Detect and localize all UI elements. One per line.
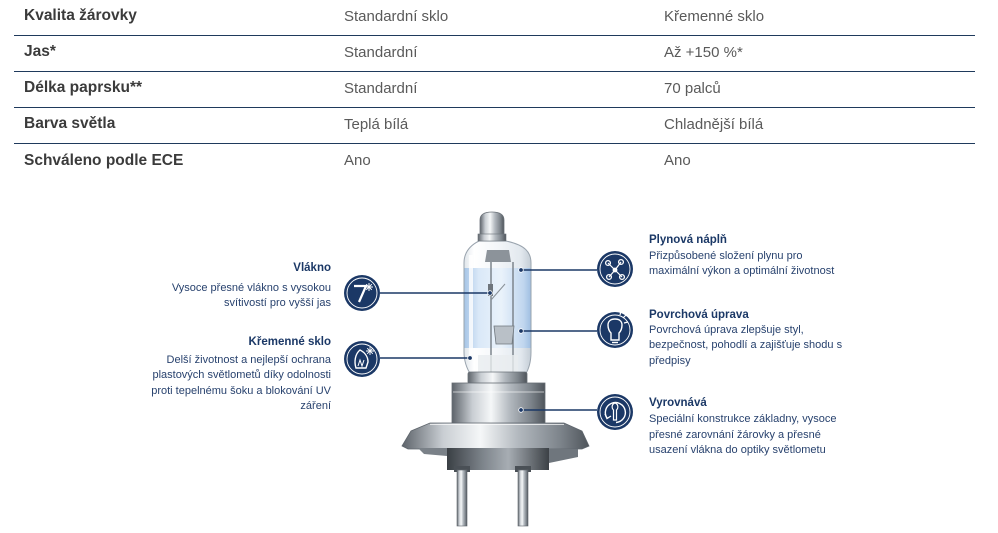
description-line: plastových světlometů díky odolnosti	[152, 369, 331, 382]
description-line: přesné zarovnání žárovky a přesné	[649, 428, 821, 441]
description-line: Speciální konstrukce základny, vysoce	[649, 413, 837, 425]
callout-title: Povrchová úprava	[649, 309, 749, 321]
molecule-icon	[597, 251, 633, 287]
coated-bulb-icon	[597, 311, 633, 348]
gas-fill-anchor-dot	[519, 268, 524, 273]
bulb-cap	[478, 212, 506, 241]
bulb-pins	[454, 466, 531, 526]
quartz-glass-icon	[344, 341, 380, 377]
callout-title: Vyrovnává	[649, 397, 707, 409]
bulb-flange	[402, 423, 589, 470]
row-label: Schváleno podle ECE	[24, 151, 184, 169]
callout-title: Vlákno	[293, 262, 331, 274]
callout-quartz-glass	[120, 334, 331, 414]
description-line: proti tepelnému šoku a blokování UV	[151, 384, 331, 397]
description-line: svítivostí pro vyšší jas	[224, 297, 331, 310]
product-value: Křemenné sklo	[664, 7, 765, 25]
standard-value: Standardní sklo	[344, 7, 449, 25]
description-line: Delší životnost a nejlepší ochrana	[166, 354, 331, 366]
description-line: maximální výkon a optimální životnost	[649, 265, 835, 278]
quartz-glass-anchor-dot	[468, 356, 473, 361]
standard-value: Ano	[344, 152, 371, 169]
product-value: Chladnější bílá	[664, 115, 764, 133]
callout-description	[120, 353, 331, 414]
surface-treatment-anchor-dot	[519, 329, 524, 334]
callout-description	[649, 249, 909, 280]
callout-description	[649, 412, 909, 459]
standard-value: Standardní	[344, 79, 418, 97]
filament-anchor-dot	[488, 291, 493, 296]
filament-icon	[344, 275, 380, 311]
description-line: Přizpůsobené složení plynu pro	[649, 250, 803, 262]
product-value: 70 palců	[664, 79, 721, 97]
row-label: Kvalita žárovky	[24, 7, 137, 24]
standard-value: Teplá bílá	[344, 115, 409, 133]
standard-value: Standardní	[344, 43, 418, 61]
callout-alignment	[649, 395, 909, 459]
callout-title: Křemenné sklo	[248, 336, 331, 348]
callout-description	[120, 281, 331, 312]
callout-gas-fill	[649, 232, 909, 280]
description-line: záření	[300, 399, 331, 412]
alignment-anchor-dot	[519, 408, 524, 413]
bulb-base	[452, 372, 545, 424]
product-value: Až +150 %*	[664, 43, 743, 61]
description-line: předpisy	[649, 354, 691, 367]
row-label: Délka paprsku**	[24, 79, 143, 96]
row-label: Jas*	[24, 43, 56, 60]
description-line: Povrchová úprava zlepšuje styl,	[649, 324, 804, 336]
aligned-bulb-icon	[597, 394, 633, 430]
bulb-image	[402, 212, 589, 526]
callout-filament	[120, 260, 331, 312]
callout-description	[649, 323, 909, 369]
description-line: usazení vlákna do optiky světlometu	[649, 444, 826, 456]
description-line: bezpečnost, pohodlí a zajišťuje shodu s	[649, 339, 843, 352]
description-line: Vysoce přesné vlákno s vysokou	[171, 282, 331, 294]
row-label: Barva světla	[24, 115, 116, 132]
product-value: Ano	[664, 152, 691, 169]
callout-surface-treatment	[649, 307, 909, 369]
bulb-glass	[460, 241, 535, 375]
callout-title: Plynová náplň	[649, 234, 727, 246]
